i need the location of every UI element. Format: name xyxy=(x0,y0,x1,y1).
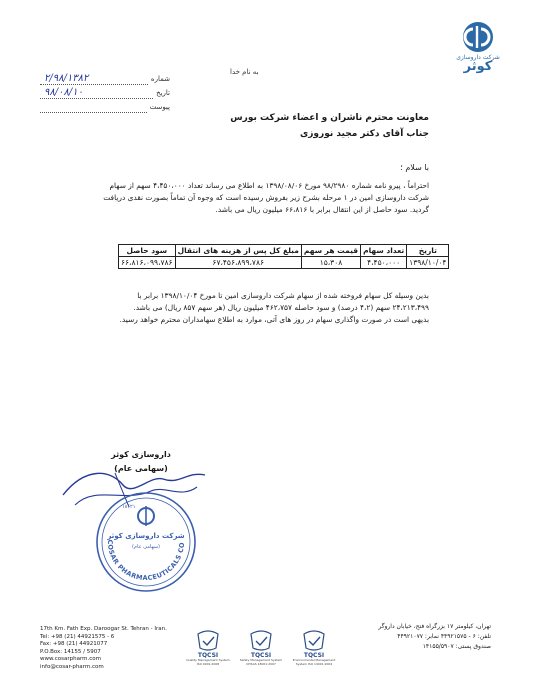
share-sale-table xyxy=(118,244,449,269)
stamp-english-name: COSAR PHARMACEUTICALS CO xyxy=(105,539,187,583)
footer-address-en: 17th Km. Fath Exp. Daroogar St. Tehran - Iran. xyxy=(40,626,167,632)
closing-text xyxy=(99,290,429,326)
cert-subtitle: Safety Management System OHSAS 18001:2007 xyxy=(239,658,283,666)
cert-title: TQCSI xyxy=(197,652,219,659)
signature-type: (سهامی عام) xyxy=(114,464,168,473)
cert-subtitle: Environmental Management System ISO 14001:2004 xyxy=(292,658,336,666)
god-name: به نام خدا xyxy=(230,68,259,76)
stamp-persian-name: شرکت داروسازی کوثر xyxy=(107,532,185,540)
header-profit: سود حاصل xyxy=(119,245,176,257)
certificate-seal-icon xyxy=(300,630,328,652)
footer-contact-fa xyxy=(341,622,491,652)
cell-profit: ۶۶،۸۱۶،۰۹۹،۷۸۶ xyxy=(119,257,176,269)
stamp-number: ۱۸۶۲۱ xyxy=(122,504,136,510)
header-date: تاریخ xyxy=(407,245,449,257)
closing-paragraph-1: بدین وسیله کل سهام فروخته شده از سهام شرکت داروسازی امین تا مورخ ۱۳۹۸/۱۰/۰۴ برابر با ۲۴،۲۱۳،۴۹۹ سهم (۴،۲ درصد) و سود حاصله ۴۶۲،۷۵۷ میلیون ریال (هر سهم ۸۵۷ ریال) می باشد. xyxy=(133,291,429,312)
meta-number-value: ۲/۹۸/۱۳۸۲ xyxy=(40,73,148,85)
closing-paragraph-2: بدیهی است در صورت واگذاری سهام در روز های آتی، موارد به اطلاع سهامداران محترم خواهد رسید. xyxy=(119,315,429,324)
table-header-row xyxy=(119,245,449,257)
footer-email-link[interactable]: info@cosar-pharm.com xyxy=(40,663,104,670)
cell-date: ۱۳۹۸/۱۰/۰۴ xyxy=(407,257,449,269)
footer-contact-en xyxy=(40,626,167,672)
addressee xyxy=(230,110,429,142)
meta-date-value: ۹۸/۰۸/۱۰ xyxy=(40,87,153,99)
addressee-line-1: معاونت محترم ناشران و اعضاء شرکت بورس xyxy=(230,113,429,123)
meta-attachment-label: پیوست xyxy=(149,103,170,111)
cert-title: TQCSI xyxy=(303,652,325,659)
cell-price-per-share: ۱۵،۳۰۸ xyxy=(301,257,360,269)
cosar-logo-icon xyxy=(437,20,519,54)
logo-subtitle: شرکت داروسازی xyxy=(456,54,500,61)
footer-website-link[interactable]: www.cosarpharm.com xyxy=(40,656,101,663)
header-total-amount: مبلغ کل پس از هزینه های انتقال xyxy=(175,245,301,257)
footer-fax: Fax: +98 (21) 44921077 xyxy=(40,641,108,648)
signature-company: داروسازی کوثر xyxy=(111,450,171,459)
body-paragraph: احتراماً ، پیرو نامه شماره ۹۸/۲۹۸۰ مورخ ۱۳۹۸/۰۸/۰۶ به اطلاع می رساند تعداد ۴،۴۵۰،۰۰۰ سهم از سهام شرکت داروسازی امین در ۱ مرحله بشرح زیر بفروش رسیده است که وجوه آن تماماً بصورت نقدی دریافت گردید. سود حاصل از این انتقال برابر با ۶۶،۸۱۶ میلیون ریال می باشد. xyxy=(103,181,429,214)
certificate-seal-icon xyxy=(194,630,222,652)
footer-pobox-fa: صندوق پستی: ۱۴۱۵۵/۵۹۰۷ xyxy=(422,643,491,650)
cert-badge-safety xyxy=(239,630,283,672)
footer-phone-fa: تلفن: ۶ - ۴۴۹۲۱۵۷۵ نمابر: ۴۴۹۲۱۰۷۷ xyxy=(397,633,491,640)
cert-title: TQCSI xyxy=(250,652,272,659)
header-share-count: تعداد سهام xyxy=(361,245,407,257)
certificate-seal-icon xyxy=(247,630,275,652)
cell-share-count: ۴،۴۵۰،۰۰۰ xyxy=(361,257,407,269)
cell-total-amount: ۶۷،۴۵۶،۸۹۹،۷۸۶ xyxy=(175,257,301,269)
meta-attachment-value xyxy=(40,101,147,113)
stamp-persian-type: (سهامی عام) xyxy=(132,544,160,550)
meta-number-row xyxy=(40,72,170,86)
meta-number-label: شماره xyxy=(150,75,170,83)
meta-attachment-row xyxy=(40,100,170,114)
company-stamp-icon xyxy=(94,490,198,594)
meta-date-label: تاریخ xyxy=(156,89,170,97)
cert-subtitle: Quality Management System ISO 9001:2008 xyxy=(186,658,230,666)
certification-badges xyxy=(186,630,336,672)
cert-badge-quality xyxy=(186,630,230,672)
footer-po-box: P.O.Box: 14155 / 5907 xyxy=(40,648,101,655)
meta-date-row xyxy=(40,86,170,100)
cert-badge-environment xyxy=(292,630,336,672)
company-logo xyxy=(437,20,519,72)
salutation: با سلام ؛ xyxy=(400,163,429,172)
letter-meta xyxy=(40,72,170,114)
addressee-line-2: جناب آقای دکتر مجید نوروزی xyxy=(299,129,429,139)
logo-name: کوثر xyxy=(463,59,493,74)
footer-address-fa: تهران، کیلومتر ۱۷ بزرگراه فتح، خیابان داروگر xyxy=(378,623,491,630)
footer-tel: Tel: +98 (21) 44921575 - 6 xyxy=(40,633,115,640)
table-row xyxy=(119,257,449,269)
header-price-per-share: قیمت هر سهم xyxy=(301,245,360,257)
